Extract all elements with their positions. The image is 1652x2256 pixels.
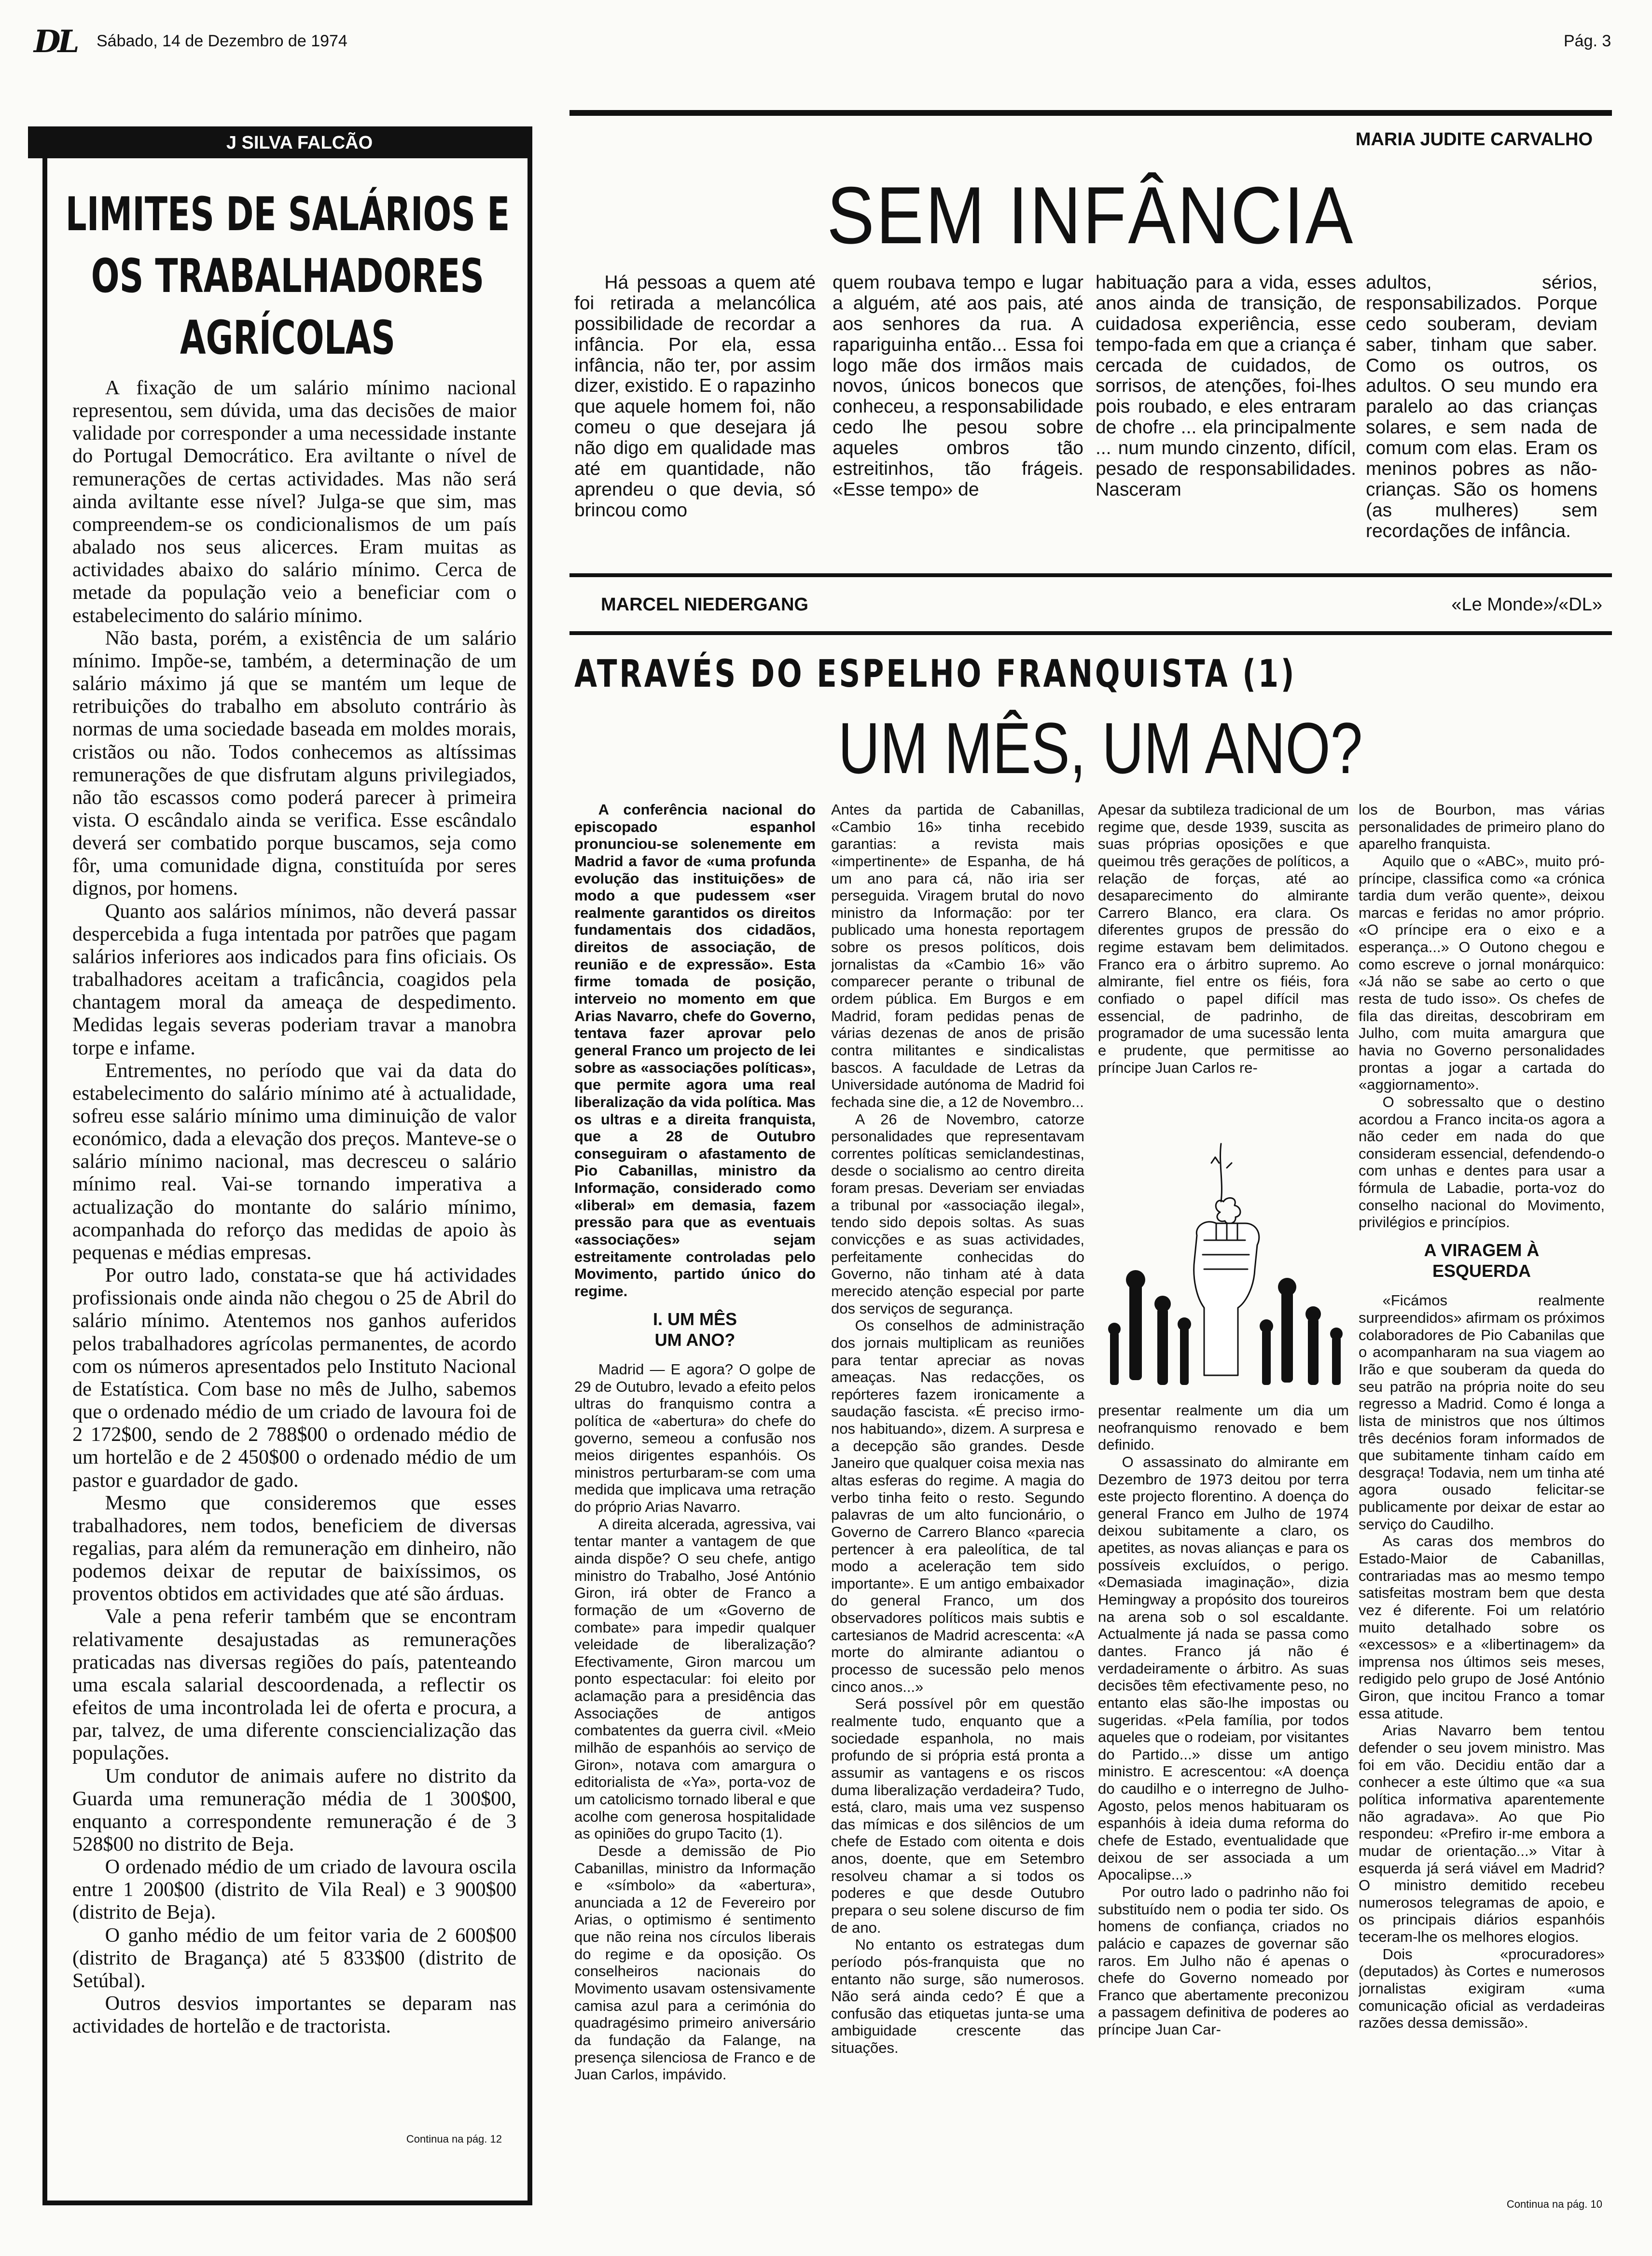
main-paragraph: Por outro lado o padrinho não foi substituído nem o podia ter sido. Os homens de confiança, criados no palácio e capazes de governar são raros. Em Julho não é apenas o chefe do Governo nomeado por Franco que abertamente preconizou a passagem definitiva de poderes ao príncipe Juan Car- — [1098, 1883, 1349, 2038]
left-paragraph: Quanto aos salários mínimos, não deverá passar despercebida a fuga intentada por patrões que pagam salários inferiores aos indicados para fins oficiais. Os trabalhadores aceitam a traficância, coagidos pela chantagem moral da ameaça de despedimento. Medidas legais severas poderiam travar a manobra torpe e infame. — [72, 900, 516, 1059]
main-paragraph: «Ficámos realmente surpreendidos» afirmam os próximos colaboradores de Pio Cabanilas que o acompanharam na sua viagem ao Irão e que souberam da queda do seu patrão na própria noite do seu regresso a Madrid. Como é longa a lista de ministros que nos últimos três decénios foram informados de que subitamente tinham caído em desgraça! Todavia, nem um tinha até agora ousado felicitar-se publicamente por deixar de estar ao serviço do Caudilho. — [1359, 1292, 1605, 1533]
left-paragraph: Mesmo que consideremos que esses trabalhadores, nem todos, beneficiem de diversas regalias, para além da remuneração em dinheiro, não podemos deixar de reputar de baixíssimos, os proventos obtidos em actividades que até são árduas. — [72, 1491, 516, 1605]
top-col-3 — [1096, 273, 1356, 557]
main-subhead-2: A VIRAGEM À ESQUERDA — [1424, 1240, 1540, 1281]
raised-fists-illustration — [1100, 1124, 1351, 1395]
left-paragraph: A fixação de um salário mínimo nacional representou, sem dúvida, uma das decisões de maior validade por corresponder a uma necessidade instante do Portugal Democrático. Era aviltante o nível de remunerações de certas actividades. Mas não será ainda aviltante esse nível? Julga-se que sim, mas compreendem-se os condicionalismos de um país abalado nos seus alicerces. Eram muitas as actividades abaixo do salário mínimo. Cerca de metade da população veio a beneficiar com o estabelecimento do salário mínimo. — [72, 376, 516, 627]
main-paragraph: Arias Navarro bem tentou defender o seu jovem ministro. Mas foi em vão. Decidiu então dar a conhecer a este último que «a sua política informativa aparentemente não agradava». Ao que Pio respondeu: «Prefiro ir-me embora a mudar de orientação...» Vitar à esquerda já será viável em Madrid? O ministro demitido recebeu numerosos telegramas de apoio, e os principais diários espanhóis teceram-lhe os melhores elogios. — [1359, 1722, 1605, 1946]
left-paragraph: Outros desvios importantes se deparam nas actividades de hortelão e de tractorista. — [72, 1992, 516, 2038]
main-paragraph: O assassinato do almirante em Dezembro de 1973 deitou por terra este projecto florentino. A doença do general Franco em Julho de 1974 deixou subitamente a claro, os apetites, as novas alianças e para os possíveis excluídos, o perigo. «Demasiada imaginação», dizia Hemingway a propósito dos toureiros na arena sob o sol escaldante. Actualmente já nada se passa como dantes. Franco já não é verdadeiramente o árbitro. As suas decisões têm efectivamente peso, no entanto elas são-lhe impostas ou sugeridas. «Pela família, por todos aqueles que o rodeiam, por visitantes do Partido...» disse um antigo ministro. E acrescentou: «A doença do caudilho e o interregno de Julho-Agosto, pelos menos habituaram os espanhóis à ideia duma reforma do chefe de Estado, eventualidade que deixou de ser associada a um Apocalipse...» — [1098, 1453, 1349, 1883]
main-paragraph: A 26 de Novembro, catorze personalidades que representavam correntes políticas semiclandestinas, desde o socialismo ao centro direita foram presas. Deveriam ser enviadas a tribunal por «associação ilegal», tendo sido depois soltas. As suas convicções e as suas actividades, perfeitamente conhecidas do Governo, não tinham até à data merecido atenção especial por parte dos serviços de segurança. — [831, 1110, 1084, 1317]
left-paragraph: Por outro lado, constata-se que há actividades profissionais onde ainda não chegou o 25 de Abril do salário mínimo. Atentemos nos ganhos auferidos pelos trabalhadores agrícolas permanentes, de acordo com os números apresentados pelo Instituto Nacional de Estatística. Com base no mês de Julho, sabemos que o ordenado médio de um criado de lavoura foi de 2 172$00, sendo de 2 788$00 o ordenado médio de um hortelão e de 2 450$00 o ordenado médio de um pastor e guardador de gado. — [72, 1264, 516, 1492]
top-col-text: habituação para a vida, esses anos ainda de transição, de cuidadosa experiência, esse tempo-fada em que a criança é cercada de cuidados, de sorrisos, de atenções, foi-lhes pois roubado, e eles entraram de chofre ... ela principalmente ... num mundo cinzento, difícil, pesado de responsabilidades. Nasceram — [1096, 273, 1356, 500]
top-col-text: Há pessoas a quem até foi retirada a melancólica possibilidade de recordar a infância. Por ela, essa infância, não ter, por assim dizer, existido. E o rapazinho que aquele homem foi, não comeu o que desejara já não digo em qualidade mas até em quantidade, não aprendeu o que devia, só brincou como — [574, 273, 816, 521]
main-paragraph: Será possível pôr em questão realmente tudo, enquanto que a sociedade espanhola, no mais profundo de si própria está pronta a assumir as vantagens e os riscos duma liberalização verdadeira? Tudo, está, claro, mais uma vez suspenso das mímicas e dos silêncios de um chefe de Estado com oitenta e dois anos, doente, que em Setembro resolveu chamar a si todos os poderes e que desde Outubro prepara o seu solene discurso de fim de ano. — [831, 1695, 1084, 1936]
left-continues-link[interactable]: Continua na pág. 12 — [406, 2133, 502, 2145]
top-article-title: SEM INFÂNCIA — [827, 170, 1355, 261]
main-col-4 — [1359, 801, 1605, 2152]
main-series-title: ATRAVÉS DO ESPELHO FRANQUISTA (1) — [574, 652, 1297, 696]
main-col-3-top — [1098, 801, 1349, 1105]
main-article-author: MARCEL NIEDERGANG — [601, 595, 808, 615]
main-paragraph: Dois «procuradores» (deputados) às Cortes e numerosos jornalistas exigiram «uma comunicação oficial as verdadeiras razões dessa demissão». — [1359, 1945, 1605, 2032]
left-paragraph: Um condutor de animais aufere no distrito da Guarda uma remuneração média de 1 300$00, enquanto a correspondente remuneração é de 3 528$00 no distrito de Beja. — [72, 1764, 516, 1855]
top-col-1 — [574, 273, 816, 557]
top-col-4 — [1366, 273, 1597, 557]
top-col-text: quem roubava tempo e lugar a alguém, até aos pais, até aos senhores da rua. A rapariguinha então... Essa foi logo mãe dos irmãos mais novos, únicos bonecos que conheceu, a responsabilidade cedo lhe pesou sobre aqueles ombros tão estreitinhos, tão frágeis. «Esse tempo» de — [833, 273, 1083, 500]
main-col-1 — [574, 801, 816, 2210]
main-article-title: UM MÊS, UM ANO? — [838, 707, 1363, 789]
top-col-text: adultos, sérios, responsabilizados. Porque cedo souberam, deviam saber, tinham que saber. Como os outros, os adultos. O seu mundo era paralelo ao das crianças solares, e sem nada de comum com elas. Eram os meninos pobres as não-crianças. São os homens (as mulheres) sem recordações de infância. — [1366, 273, 1597, 541]
main-lead: A conferência nacional do episcopado espanhol pronunciou-se solenemente em Madrid a favor de «uma profunda evolução das instituições» de modo a que pudessem «ser realmente garantidos os direitos fundamentais dos cidadãos, direitos de associação, de reunião e de expressão». Esta firme tomada de posição, interveio no momento em que Arias Navarro, chefe do Governo, tentava fazer aprovar pelo general Franco um projecto de lei sobre as «associações políticas», que permite agora uma real liberalização da vida política. Mas os ultras e a direita franquista, que a 28 de Outubro conseguiram o afastamento de Pio Cabanillas, ministro da Informação, considerado como «liberal» em demasia, fazem pressão para que as eventuais «associações» sejam estreitamente controladas pelo Movimento, partido único do regime. — [574, 801, 816, 1300]
main-paragraph: Madrid — E agora? O golpe de 29 de Outubro, levado a efeito pelos ultras do franquismo contra a política de «abertura» do chefe do governo, semeou a confusão nos meios dirigentes espanhóis. Os ministros perturbaram-se com uma medida que implicava uma retração do próprio Arias Navarro. — [574, 1360, 816, 1516]
main-paragraph: Antes da partida de Cabanillas, «Cambio 16» tinha recebido garantias: a revista mais «impertinente» de Espanha, de há um ano para cá, não iria ser perseguida. Viragem brutal do novo ministro da Informação: por ter publicado uma honesta reportagem sobre os presos políticos, dois jornalistas da «Cambio 16» vão comparecer perante o tribunal de ordem pública. Em Burgos e em Madrid, foram pedidas penas de várias dezenas de anos de prisão contra militantes e sindicalistas bascos. A faculdade de Letras da Universidade autónoma de Madrid foi fechada sine die, a 12 de Novembro... — [831, 801, 1084, 1110]
main-paragraph: O sobressalto que o destino acordou a Franco incita-os agora a não ceder em nada do que consideram essencial, defendendo-o com unhas e dentes para usar a fórmula de Labadie, porta-voz do conselho nacional do Movimento, privilégios e princípios. — [1359, 1093, 1605, 1231]
main-paragraph: presentar realmente um dia um neofranquismo renovado e bem definido. — [1098, 1402, 1349, 1453]
masthead-logo: DL — [34, 24, 77, 60]
main-paragraph: los de Bourbon, mas várias personalidades de primeiro plano do aparelho franquista. — [1359, 801, 1605, 853]
main-paragraph: As caras dos membros do Estado-Maior de Cabanillas, contrariadas mas ao mesmo tempo satisfeitas mostram bem que desta vez é diferente. Foi um relatório muito detalhado sobre os «excessos» e a «libertinagem» da imprensa nos últimos seis meses, redigido pelo grupo de José António Giron, que incitou Franco a tomar essa atitude. — [1359, 1533, 1605, 1722]
issue-date: Sábado, 14 de Dezembro de 1974 — [97, 32, 347, 50]
left-article-title: LIMITES DE SALÁRIOS E OS TRABALHADORES AGRÍCOLAS — [65, 187, 510, 365]
main-title-rule — [569, 631, 1612, 635]
left-article-body — [72, 376, 516, 2092]
main-paragraph: Desde a demissão de Pio Cabanillas, ministro da Informação e «símbolo» da «abertura», anunciada a 12 de Fevereiro por Arias, o optimismo é sentimento que não reina nos círculos liberais do regime e da oposição. Os conselheiros nacionais do Movimento usavam ostensivamente camisa azul para a cerimónia do quadragésimo primeiro aniversário da fundação da Falange, na presença silenciosa de Franco e de Juan Carlos, impávido. — [574, 1842, 816, 2083]
left-paragraph: Não basta, porém, a existência de um salário mínimo. Impõe-se, também, a determinação de um salário máximo já que se mantém um leque de retribuições do trabalho em absoluto contrário às normas de uma sociedade baseada em moldes morais, cristãos ou não. Todos conhecemos as altíssimas remunerações de que disfrutam alguns privilegiados, não tão escassos como poderá parecer à primeira vista. O escândalo ainda se verifica. Esse escândalo deverá ser combatido porque buscamos, seja como fôr, uma comunidade digna, constituída por seres dignos, por homens. — [72, 626, 516, 900]
top-article-author: MARIA JUDITE CARVALHO — [1355, 129, 1593, 150]
main-article-source: «Le Monde»/«DL» — [1451, 595, 1602, 615]
left-paragraph: O ganho médio de um feitor varia de 2 600$00 (distrito de Bragança) até 5 833$00 (distrito de Setúbal). — [72, 1924, 516, 1992]
main-col-3-bottom — [1098, 1402, 1349, 2210]
main-paragraph: Aquilo que o «ABC», muito pró-príncipe, classifica como «a crónica tardia dum verão quente», deixou marcas e feridas no amor próprio. «O príncipe era o eixo e a esperança...» O Outono chegou e como escreve o jornal monárquico: «Já não se sabe ao certo o que resta de tudo isso». Os chefes de fila das direitas, descobriram em Julho, com muita amargura que havia no Governo personalidades prontas a jogar a cartada do «aggiornamento». — [1359, 852, 1605, 1093]
main-paragraph: Apesar da subtileza tradicional de um regime que, desde 1939, suscita as suas próprias oposições e que queimou três gerações de políticos, a relação de forças, até ao desaparecimento do almirante Carrero Blanco, era clara. Os diferentes grupos de pressão do regime estavam bem delimitados. Franco era o árbitro supremo. Ao almirante, fiel entre os fiéis, fora confiado o papel difícil mas essencial, de padrinho, de programador de uma sucessão lenta e prudente, que permitisse ao príncipe Juan Carlos re- — [1098, 801, 1349, 1076]
main-col-2 — [831, 801, 1084, 2210]
page-number: Pág. 3 — [1564, 32, 1611, 50]
main-paragraph: No entanto os estrategas dum período pós-franquista que no entanto não surge, são numerosos. Não será ainda cedo? É que a confusão das etiquetas junta-se uma ambiguidade crescente das situações. — [831, 1936, 1084, 2057]
main-paragraph: A direita alcerada, agressiva, vai tentar manter a vantagem de que ainda dispõe? O seu chefe, antigo ministro do Trabalho, José António Giron, irá obter de Franco a formação de um «Governo de combate» para impedir qualquer veleidade de liberalização? Efectivamente, Giron marcou um ponto espectacular: foi eleito por aclamação para a presidência das Associações de antigos combatentes da guerra civil. «Meio milhão de espanhóis ao serviço de Giron», notava com amargura o editorialista de «Ya», porta-voz de um catolicismo tornado liberal e que acolhe com generosa hospitalidade as opiniões do grupo Tacito (1). — [574, 1515, 816, 1842]
main-subhead-1: I. UM MÊS UM ANO? — [652, 1309, 737, 1350]
left-paragraph: Entrementes, no período que vai da data do estabelecimento do salário mínimo até à actualidade, sofreu esse salário mínimo uma diminuição de valor económico, dada a elevação dos preços. Manteve-se o salário mínimo nacional, mas decresceu o salário mínimo real. Vai-se tornando imperativa a actualização do montante do salário mínimo, acompanhada do reforço das medidas de apoio às pequenas e médias empresas. — [72, 1059, 516, 1264]
top-col-2 — [833, 273, 1083, 557]
left-paragraph: O ordenado médio de um criado de lavoura oscila entre 1 200$00 (distrito de Vila Real) e 3 900$00 (distrito de Beja). — [72, 1855, 516, 1924]
left-article-author: J SILVA FALCÃO — [226, 133, 373, 153]
main-divider-rule — [569, 573, 1612, 577]
main-paragraph: Os conselhos de administração dos jornais multiplicam as reuniões para tentar apreciar as novas ameaças. Nas redacções, os repórteres fazem ironicamente a saudação fascista. «É preciso irmo-nos habituando», dizem. A surpresa e a decepção são grandes. Desde Janeiro que qualquer coisa mexia nas altas esferas do regime. A magia do verbo tinha feito o resto. Segundo palavras de um alto funcionário, o Governo de Carrero Blanco «parecia pertencer à era paleolítica, de tal modo a aceleração tem sido importante». E um antigo embaixador do general Franco, um dos observadores políticos mais subtis e cartesianos de Madrid acrescenta: «A morte do almirante adiantou o processo de sucessão pelo menos cinco anos...» — [831, 1317, 1084, 1695]
main-continues-link[interactable]: Continua na pág. 10 — [1506, 2198, 1602, 2210]
left-paragraph: Vale a pena referir também que se encontram relativamente desajustadas as remunerações praticadas nas diversas regiões do país, patenteando uma escala salarial descoordenada, a reflectir os efeitos de uma incontrolada lei de oferta e procura, a par, talvez, de uma diferente consciencialização das populações. — [72, 1605, 516, 1765]
top-rule — [569, 110, 1612, 116]
